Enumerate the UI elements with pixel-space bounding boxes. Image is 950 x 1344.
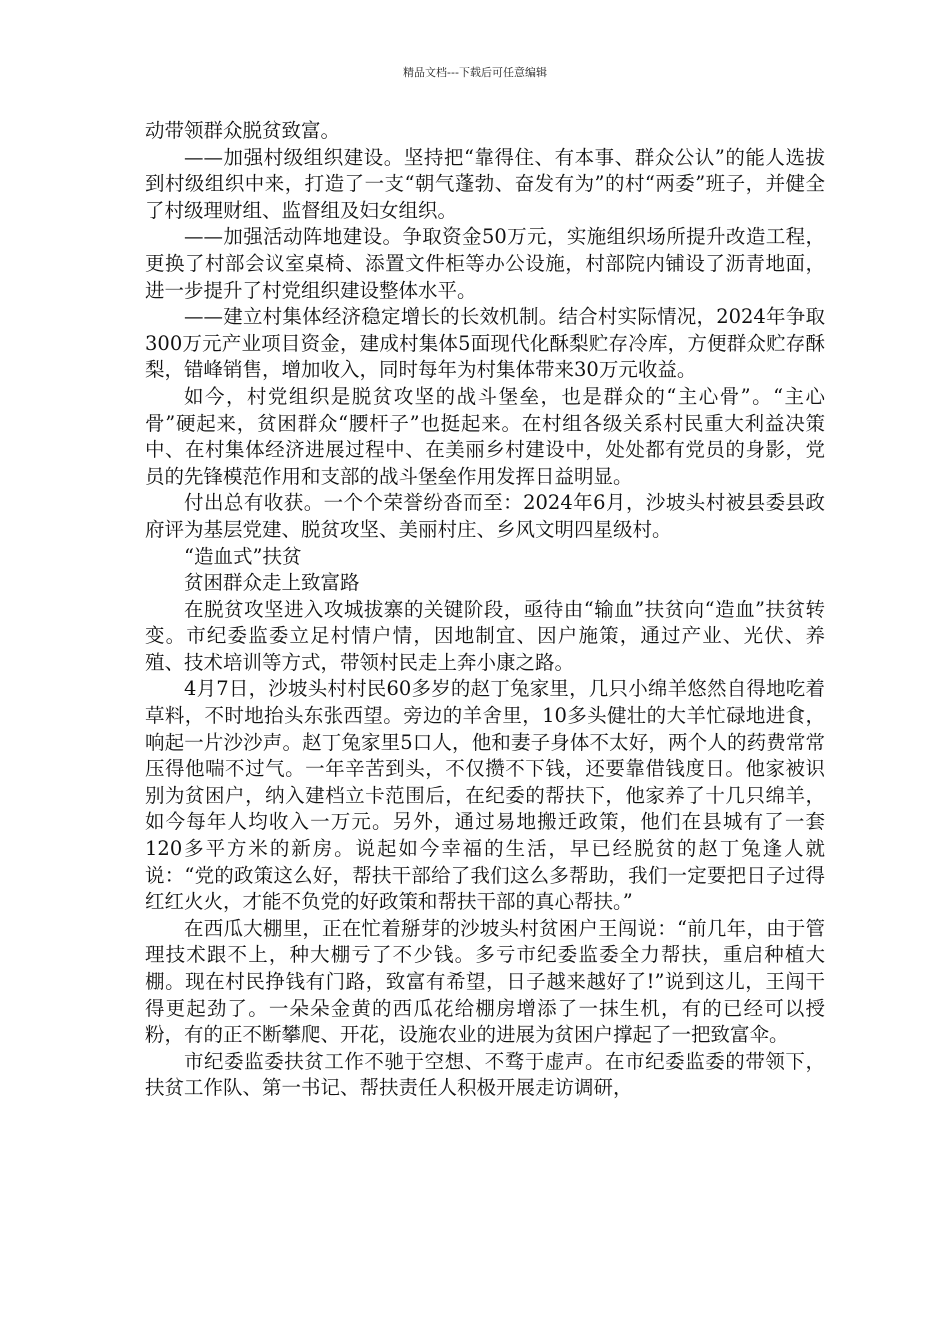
paragraph: ——建立村集体经济稳定增长的长效机制。结合村实际情况，2024年争取300万元产业项目资金，建成村集体5面现代化酥梨贮存冷库，方便群众贮存酥梨，错峰销售，增加收入，同时每年为村集体带来30万元收益。 xyxy=(145,305,825,382)
paragraph: ——加强活动阵地建设。争取资金50万元，实施组织场所提升改造工程，更换了村部会议室桌椅、添置文件柜等办公设施，村部院内铺设了沥青地面，进一步提升了村党组织建设整体水平。 xyxy=(145,225,825,302)
paragraph: 4月7日，沙坡头村村民60多岁的赵丁兔家里，几只小绵羊悠然自得地吃着草料，不时地抬头东张西望。旁边的羊舍里，10多头健壮的大羊忙碌地进食，响起一片沙沙声。赵丁兔家里5口人，他和妻子身体不太好，两个人的药费常常压得他喘不过气。一年辛苦到头，不仅攒不下钱，还要靠借钱度日。他家被识别为贫困户，纳入建档立卡范围后，在纪委的帮扶下，他家养了十几只绵羊，如今每年人均收入一万元。另外，通过易地搬迁政策，他们在县城有了一套120多平方米的新房。说起如今幸福的生活，早已经脱贫的赵丁兔逢人就说：“党的政策这么好，帮扶干部给了我们这么多帮助，我们一定要把日子过得红红火火，才能不负党的好政策和帮扶干部的真心帮扶。” xyxy=(145,677,825,914)
page-header: 精品文档---下载后可任意编辑 xyxy=(403,66,547,79)
paragraph: 如今，村党组织是脱贫攻坚的战斗堡垒，也是群众的“主心骨”。“主心骨”硬起来，贫困群众“腰杆子”也挺起来。在村组各级关系村民重大利益决策中、在村集体经济进展过程中、在美丽乡村建设中，处处都有党员的身影，党员的先锋模范作用和支部的战斗堡垒作用发挥日益明显。 xyxy=(145,384,825,488)
paragraph: 在西瓜大棚里，正在忙着掰芽的沙坡头村贫困户王闯说：“前几年，由于管理技术跟不上，种大棚亏了不少钱。多亏市纪委监委全力帮扶，重启种植大棚。现在村民挣钱有门路，致富有希望，日子越来越好了!”说到这儿，王闯干得更起劲了。一朵朵金黄的西瓜花给棚房增添了一抹生机，有的已经可以授粉，有的正不断攀爬、开花，设施农业的进展为贫困户撑起了一把致富伞。 xyxy=(145,916,825,1047)
paragraph: 市纪委监委扶贫工作不驰于空想、不骛于虚声。在市纪委监委的带领下，扶贫工作队、第一书记、帮扶责任人积极开展走访调研， xyxy=(145,1049,825,1100)
section-subheading: 贫困群众走上致富路 xyxy=(184,571,360,595)
section-heading: “造血式”扶贫 xyxy=(184,544,302,568)
paragraph: 动带领群众脱贫致富。 xyxy=(145,119,341,142)
paragraph: 在脱贫攻坚进入攻城拔寨的关键阶段，亟待由“输血”扶贫向“造血”扶贫转变。市纪委监委立足村情户情，因地制宜、因户施策，通过产业、光伏、养殖、技术培训等方式，带领村民走上奔小康之路。 xyxy=(145,597,825,674)
paragraph: 付出总有收获。一个个荣誉纷沓而至：2024年6月，沙坡头村被县委县政府评为基层党建、脱贫攻坚、美丽村庄、乡风文明四星级村。 xyxy=(145,491,825,541)
paragraph: ——加强村级组织建设。坚持把“靠得住、有本事、群众公认”的能人选拔到村级组织中来，打造了一支“朝气蓬勃、奋发有为”的村“两委”班子，并健全了村级理财组、监督组及妇女组织。 xyxy=(145,145,825,222)
document-body xyxy=(145,118,825,1102)
